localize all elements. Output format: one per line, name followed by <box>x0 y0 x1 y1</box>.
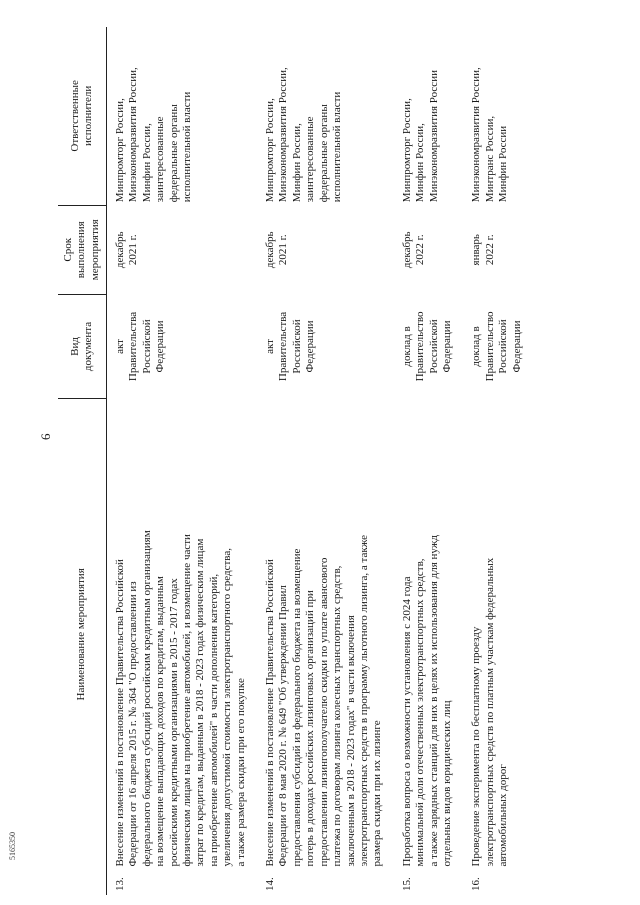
row-title <box>463 399 533 870</box>
header-deadline <box>58 205 107 294</box>
row-document-type <box>394 294 464 398</box>
table-row <box>107 27 258 895</box>
row-title <box>107 399 258 870</box>
row-deadline-text: январь 2022 г. <box>470 234 496 266</box>
header-document-text: Вид документа <box>68 321 94 372</box>
row-deadline <box>107 205 258 294</box>
row-document-text: доклад в Правительство Российской Федерации <box>400 311 453 382</box>
row-executors-text: Минпромторг России, Минфин России, Минэкономразвития России <box>400 70 440 203</box>
row-executors <box>394 27 464 205</box>
row-deadline <box>257 205 394 294</box>
row-deadline-text: декабрь 2022 г. <box>400 231 427 269</box>
row-number: 13. <box>114 877 126 891</box>
page-number: 6 <box>38 433 53 440</box>
header-executors <box>58 27 107 205</box>
row-title <box>257 399 394 870</box>
row-title <box>394 399 464 870</box>
row-deadline <box>463 205 533 294</box>
row-executors-text: Минпромторг России, Минэкономразвития России, Минфин России, заинтересованные федеральные органы исполнительной власти <box>264 67 344 203</box>
header-deadline-text: Срок выполнения мероприятия <box>61 219 101 281</box>
row-deadline-text: декабрь 2021 г. <box>114 231 140 269</box>
row-title-text: Проработка вопроса о возможности установления с 2024 года минимальной доли отечественных электротранспортных средств, а также зарядных станций для них в целях их использования для нужд отдельных видов юридических лиц <box>400 535 453 867</box>
row-number: 15. <box>400 877 413 891</box>
table-row <box>463 27 533 895</box>
table-row <box>257 27 394 895</box>
header-document-type <box>58 294 107 398</box>
row-document-text: доклад в Правительство Российской Федерации <box>470 311 523 382</box>
table-header-row <box>58 27 107 895</box>
row-title-text: Внесение изменений в постановление Правительства Российской Федерации от 16 апреля 2015 г. № 364 "О предоставлении из федерального бюджета субсидий российским кредитным организациям на возмещение выпадающих доходов по кредитам, выданным российскими кредитными организациями в 2015 - 2017 годах физическим лицам на приобретение автомобилей, и возмещение части затрат по кредитам, выданным в 2018 - 2023 годах физическим лицам на приобретение автомобилей" в части дополнения категорий, увеличения допустимой стоимости электротранспортного средства, а также размера скидки при его покупке <box>114 530 247 867</box>
row-executors <box>463 27 533 205</box>
row-executors <box>107 27 258 205</box>
row-document-type <box>257 294 394 398</box>
document-code: 5165350 <box>8 832 17 860</box>
row-document-text: акт Правительства Российской Федерации <box>264 311 317 382</box>
row-executors-text: Минпромторг России, Минэкономразвития России, Минфин России, заинтересованные федеральные органы исполнительной власти <box>114 67 194 203</box>
table-row <box>394 27 464 895</box>
header-title <box>58 399 107 870</box>
row-document-type <box>107 294 258 398</box>
header-title-text: Наименование мероприятия <box>75 568 88 701</box>
row-number: 16. <box>470 877 483 891</box>
row-title-text: Проведение эксперимента по бесплатному проезду электротранспортных средств по платным участкам федеральных автомобильных дорог <box>470 557 510 867</box>
header-number <box>58 870 107 895</box>
plan-table <box>58 27 533 895</box>
header-executors-text: Ответственные исполнители <box>68 80 94 152</box>
row-number: 14. <box>264 877 277 891</box>
row-executors <box>257 27 394 205</box>
row-document-text: акт Правительства Российской Федерации <box>114 311 167 382</box>
row-deadline <box>394 205 464 294</box>
row-title-text: Внесение изменений в постановление Правительства Российской Федерации от 8 мая 2020 г. № 649 "Об утверждении Правил предоставления субсидий из федерального бюджета на возмещение потерь в доходах российских лизинговых организаций при предоставлении лизингополучателю скидки по уплате авансового платежа по договорам лизинга колесных транспортных средств, заключенным в 2018 - 2023 годах" в части включения электротранспортных средств в программу льготного лизинга, а также размера скидки при их лизинге <box>264 534 384 867</box>
row-deadline-text: декабрь 2021 г. <box>264 231 290 269</box>
row-document-type <box>463 294 533 398</box>
row-executors-text: Минэкономразвития России, Минтранс России, Минфин России <box>470 67 510 203</box>
